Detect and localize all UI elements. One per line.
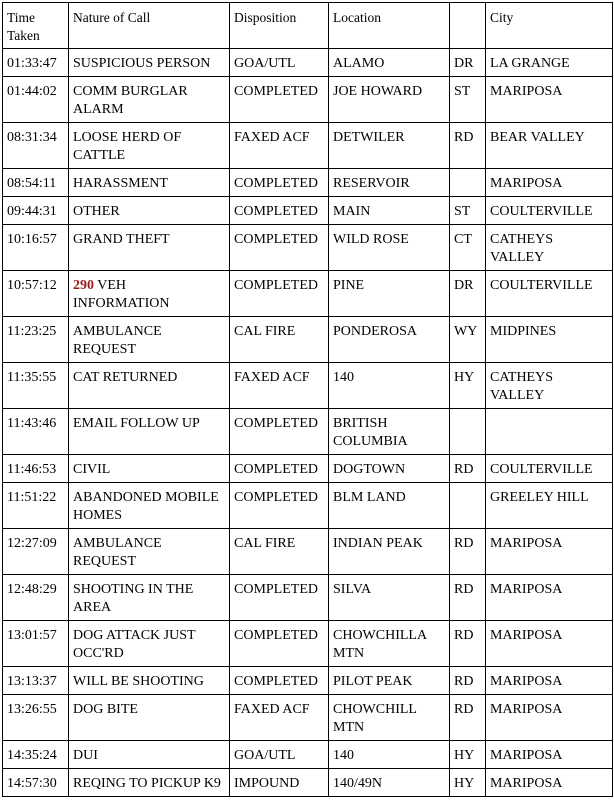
- cell-street-suffix: ST: [450, 197, 486, 225]
- cell-location: 140: [329, 363, 450, 409]
- cell-disposition: FAXED ACF: [230, 123, 329, 169]
- cell-street-suffix: RD: [450, 575, 486, 621]
- cell-nature-of-call: AMBULANCE REQUEST: [69, 317, 230, 363]
- cell-street-suffix: DR: [450, 271, 486, 317]
- cell-nature-of-call: AMBULANCE REQUEST: [69, 529, 230, 575]
- cell-time: 13:13:37: [3, 667, 69, 695]
- cell-time: 10:16:57: [3, 225, 69, 271]
- table-row: [3, 769, 613, 797]
- cell-city: MIDPINES: [486, 317, 613, 363]
- cell-time: 10:57:12: [3, 271, 69, 317]
- cell-street-suffix: [450, 483, 486, 529]
- cell-nature-of-call: DOG BITE: [69, 695, 230, 741]
- cell-street-suffix: HY: [450, 769, 486, 797]
- cell-nature-of-call: LOOSE HERD OF CATTLE: [69, 123, 230, 169]
- cell-city: LA GRANGE: [486, 49, 613, 77]
- cell-street-suffix: [450, 409, 486, 455]
- cell-location: 140/49N: [329, 769, 450, 797]
- cell-street-suffix: RD: [450, 123, 486, 169]
- cell-nature-of-call: REQING TO PICKUP K9: [69, 769, 230, 797]
- cell-location: PILOT PEAK: [329, 667, 450, 695]
- cell-time: 11:35:55: [3, 363, 69, 409]
- cell-location: ALAMO: [329, 49, 450, 77]
- cell-time: 12:27:09: [3, 529, 69, 575]
- cell-time: 13:26:55: [3, 695, 69, 741]
- table-body: [3, 49, 613, 797]
- cell-time: 01:44:02: [3, 77, 69, 123]
- cell-city: CATHEYS VALLEY: [486, 225, 613, 271]
- cell-location: WILD ROSE: [329, 225, 450, 271]
- table-row: [3, 621, 613, 667]
- cell-city: BEAR VALLEY: [486, 123, 613, 169]
- cell-street-suffix: WY: [450, 317, 486, 363]
- cell-street-suffix: RD: [450, 667, 486, 695]
- cell-location: CHOWCHILL MTN: [329, 695, 450, 741]
- cell-city: MARIPOSA: [486, 667, 613, 695]
- header-location: Location: [329, 3, 450, 49]
- cell-street-suffix: RD: [450, 455, 486, 483]
- call-log-table: [2, 2, 613, 797]
- cell-disposition: GOA/UTL: [230, 741, 329, 769]
- cell-city: COULTERVILLE: [486, 455, 613, 483]
- cell-nature-of-call: COMM BURGLAR ALARM: [69, 77, 230, 123]
- cell-city: COULTERVILLE: [486, 271, 613, 317]
- cell-street-suffix: RD: [450, 529, 486, 575]
- cell-disposition: COMPLETED: [230, 667, 329, 695]
- cell-disposition: FAXED ACF: [230, 363, 329, 409]
- cell-disposition: COMPLETED: [230, 225, 329, 271]
- cell-disposition: IMPOUND: [230, 769, 329, 797]
- cell-time: 11:46:53: [3, 455, 69, 483]
- table-row: [3, 123, 613, 169]
- cell-nature-of-call: CIVIL: [69, 455, 230, 483]
- table-row: [3, 575, 613, 621]
- cell-street-suffix: DR: [450, 49, 486, 77]
- cell-location: DOGTOWN: [329, 455, 450, 483]
- cell-city: MARIPOSA: [486, 169, 613, 197]
- cell-location: CHOWCHILLA MTN: [329, 621, 450, 667]
- table-row: [3, 667, 613, 695]
- cell-city: MARIPOSA: [486, 575, 613, 621]
- cell-nature-of-call: SHOOTING IN THE AREA: [69, 575, 230, 621]
- cell-street-suffix: RD: [450, 695, 486, 741]
- cell-time: 12:48:29: [3, 575, 69, 621]
- cell-time: 08:31:34: [3, 123, 69, 169]
- header-city: City: [486, 3, 613, 49]
- header-nature-of-call: Nature of Call: [69, 3, 230, 49]
- highlighted-code: 290: [73, 278, 94, 293]
- cell-location: PONDEROSA: [329, 317, 450, 363]
- cell-location: INDIAN PEAK: [329, 529, 450, 575]
- cell-street-suffix: [450, 169, 486, 197]
- cell-city: GREELEY HILL: [486, 483, 613, 529]
- cell-disposition: COMPLETED: [230, 483, 329, 529]
- cell-disposition: COMPLETED: [230, 77, 329, 123]
- table-row: [3, 363, 613, 409]
- cell-city: MARIPOSA: [486, 77, 613, 123]
- table-row: [3, 169, 613, 197]
- cell-street-suffix: HY: [450, 363, 486, 409]
- cell-nature-of-call: DUI: [69, 741, 230, 769]
- cell-city: [486, 409, 613, 455]
- nature-text: VEH INFORMATION: [73, 278, 170, 311]
- cell-time: 11:43:46: [3, 409, 69, 455]
- cell-disposition: COMPLETED: [230, 455, 329, 483]
- cell-disposition: GOA/UTL: [230, 49, 329, 77]
- cell-time: 11:23:25: [3, 317, 69, 363]
- header-disposition: Disposition: [230, 3, 329, 49]
- table-row: [3, 317, 613, 363]
- cell-city: MARIPOSA: [486, 769, 613, 797]
- cell-disposition: COMPLETED: [230, 621, 329, 667]
- cell-disposition: COMPLETED: [230, 169, 329, 197]
- cell-disposition: COMPLETED: [230, 197, 329, 225]
- cell-location: BLM LAND: [329, 483, 450, 529]
- cell-city: MARIPOSA: [486, 621, 613, 667]
- cell-nature-of-call: OTHER: [69, 197, 230, 225]
- cell-location: 140: [329, 741, 450, 769]
- cell-time: 08:54:11: [3, 169, 69, 197]
- cell-nature-of-call: EMAIL FOLLOW UP: [69, 409, 230, 455]
- header-suffix: [450, 3, 486, 49]
- table-row: [3, 197, 613, 225]
- cell-nature-of-call: GRAND THEFT: [69, 225, 230, 271]
- cell-nature-of-call: [69, 271, 230, 317]
- header-time-taken: Time Taken: [3, 3, 69, 49]
- cell-disposition: COMPLETED: [230, 271, 329, 317]
- cell-time: 09:44:31: [3, 197, 69, 225]
- cell-location: MAIN: [329, 197, 450, 225]
- table-row: [3, 455, 613, 483]
- cell-disposition: COMPLETED: [230, 575, 329, 621]
- table-row: [3, 695, 613, 741]
- cell-nature-of-call: ABANDONED MOBILE HOMES: [69, 483, 230, 529]
- cell-nature-of-call: CAT RETURNED: [69, 363, 230, 409]
- cell-city: CATHEYS VALLEY: [486, 363, 613, 409]
- cell-location: PINE: [329, 271, 450, 317]
- cell-location: DETWILER: [329, 123, 450, 169]
- table-row: [3, 483, 613, 529]
- cell-nature-of-call: WILL BE SHOOTING: [69, 667, 230, 695]
- cell-disposition: FAXED ACF: [230, 695, 329, 741]
- cell-time: 14:57:30: [3, 769, 69, 797]
- table-row: [3, 409, 613, 455]
- table-row: [3, 271, 613, 317]
- table-row: [3, 77, 613, 123]
- table-row: [3, 741, 613, 769]
- cell-time: 11:51:22: [3, 483, 69, 529]
- cell-time: 13:01:57: [3, 621, 69, 667]
- cell-nature-of-call: HARASSMENT: [69, 169, 230, 197]
- cell-disposition: COMPLETED: [230, 409, 329, 455]
- cell-street-suffix: CT: [450, 225, 486, 271]
- cell-street-suffix: ST: [450, 77, 486, 123]
- table-row: [3, 49, 613, 77]
- table-header: [3, 3, 613, 49]
- cell-location: JOE HOWARD: [329, 77, 450, 123]
- cell-location: BRITISH COLUMBIA: [329, 409, 450, 455]
- table-row: [3, 225, 613, 271]
- cell-disposition: CAL FIRE: [230, 317, 329, 363]
- cell-nature-of-call: DOG ATTACK JUST OCC'RD: [69, 621, 230, 667]
- cell-nature-of-call: SUSPICIOUS PERSON: [69, 49, 230, 77]
- cell-location: SILVA: [329, 575, 450, 621]
- header-row: [3, 3, 613, 49]
- cell-city: COULTERVILLE: [486, 197, 613, 225]
- cell-city: MARIPOSA: [486, 695, 613, 741]
- cell-disposition: CAL FIRE: [230, 529, 329, 575]
- cell-city: MARIPOSA: [486, 529, 613, 575]
- cell-time: 14:35:24: [3, 741, 69, 769]
- cell-location: RESERVOIR: [329, 169, 450, 197]
- table-row: [3, 529, 613, 575]
- cell-street-suffix: RD: [450, 621, 486, 667]
- cell-time: 01:33:47: [3, 49, 69, 77]
- cell-street-suffix: HY: [450, 741, 486, 769]
- cell-city: MARIPOSA: [486, 741, 613, 769]
